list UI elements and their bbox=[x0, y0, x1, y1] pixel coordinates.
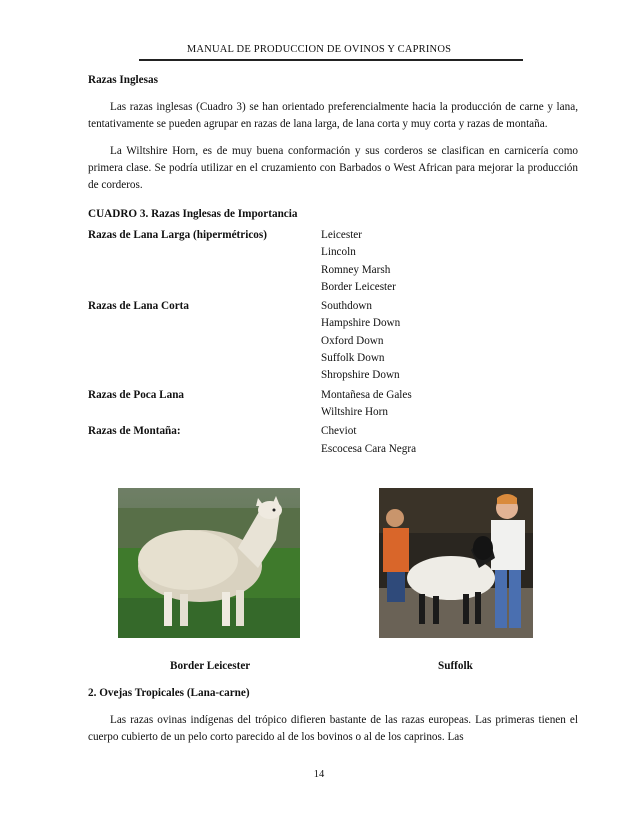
group-label: Razas de Poca Lana bbox=[88, 388, 185, 401]
page-number: 14 bbox=[313, 769, 325, 780]
running-header: MANUAL DE PRODUCCION DE OVINOS Y CAPRINOS bbox=[186, 44, 452, 55]
border-leicester-sheep-image bbox=[118, 488, 300, 638]
breed-item: Leicester bbox=[321, 229, 362, 241]
breed-item: Oxford Down bbox=[321, 334, 384, 347]
paragraph-razas-inglesas: Las razas inglesas (Cuadro 3) se han orientado preferencialmente hacia la producción de carne y lana, tentativamente se pueden agrupar en razas de lana larga, de lana corta y muy corta y razas de montaña. bbox=[88, 101, 578, 130]
breed-item: Cheviot bbox=[321, 425, 357, 438]
table-group-montana bbox=[88, 423, 578, 458]
breed-item: Montañesa de Gales bbox=[321, 388, 412, 401]
section-heading-ovejas-tropicales: 2. Ovejas Tropicales (Lana-carne) bbox=[88, 687, 250, 699]
suffolk-sheep-image bbox=[379, 488, 533, 638]
section-heading-razas-inglesas: Razas Inglesas bbox=[88, 74, 158, 86]
table-group-lana-larga bbox=[88, 227, 578, 296]
breed-photos bbox=[88, 488, 578, 678]
table-group-poca-lana bbox=[88, 387, 578, 422]
breed-item: Shropshire Down bbox=[321, 369, 400, 382]
header-rule bbox=[139, 59, 523, 61]
breed-item: Lincoln bbox=[321, 246, 356, 259]
border-leicester-photo bbox=[118, 488, 300, 638]
breed-item: Romney Marsh bbox=[321, 263, 391, 276]
breed-item: Southdown bbox=[321, 300, 372, 313]
table-title: CUADRO 3. Razas Inglesas de Importancia bbox=[88, 208, 298, 220]
group-label: Razas de Montaña: bbox=[88, 425, 181, 438]
breed-item: Suffolk Down bbox=[321, 352, 385, 365]
paragraph-ovejas-tropicales: Las razas ovinas indígenas del trópico difieren bastante de las razas europeas. Las primeras tienen el cuerpo cubierto de un pelo corto parecido al de los bovinos o al de los caprinos. Las bbox=[88, 714, 578, 743]
group-label: Razas de Lana Larga (hipermétricos) bbox=[88, 229, 267, 241]
suffolk-photo bbox=[379, 488, 533, 638]
table-group-lana-corta bbox=[88, 298, 578, 384]
caption-border-leicester: Border Leicester bbox=[170, 660, 251, 672]
breed-item: Wiltshire Horn bbox=[321, 405, 388, 418]
group-label: Razas de Lana Corta bbox=[88, 300, 189, 313]
section-tropicales bbox=[88, 685, 578, 746]
breed-item: Border Leicester bbox=[321, 280, 396, 293]
breed-item: Hampshire Down bbox=[321, 317, 401, 330]
paragraph-wiltshire-horn: La Wiltshire Horn, es de muy buena conformación y sus corderos se clasifican en carnicería como primera clase. Se podría utilizar en el cruzamiento con Barbados o West African para mejorar la producción de corderos. bbox=[88, 145, 578, 191]
main-content bbox=[88, 72, 578, 458]
breed-item: Escocesa Cara Negra bbox=[321, 442, 417, 455]
caption-suffolk: Suffolk bbox=[438, 660, 473, 672]
